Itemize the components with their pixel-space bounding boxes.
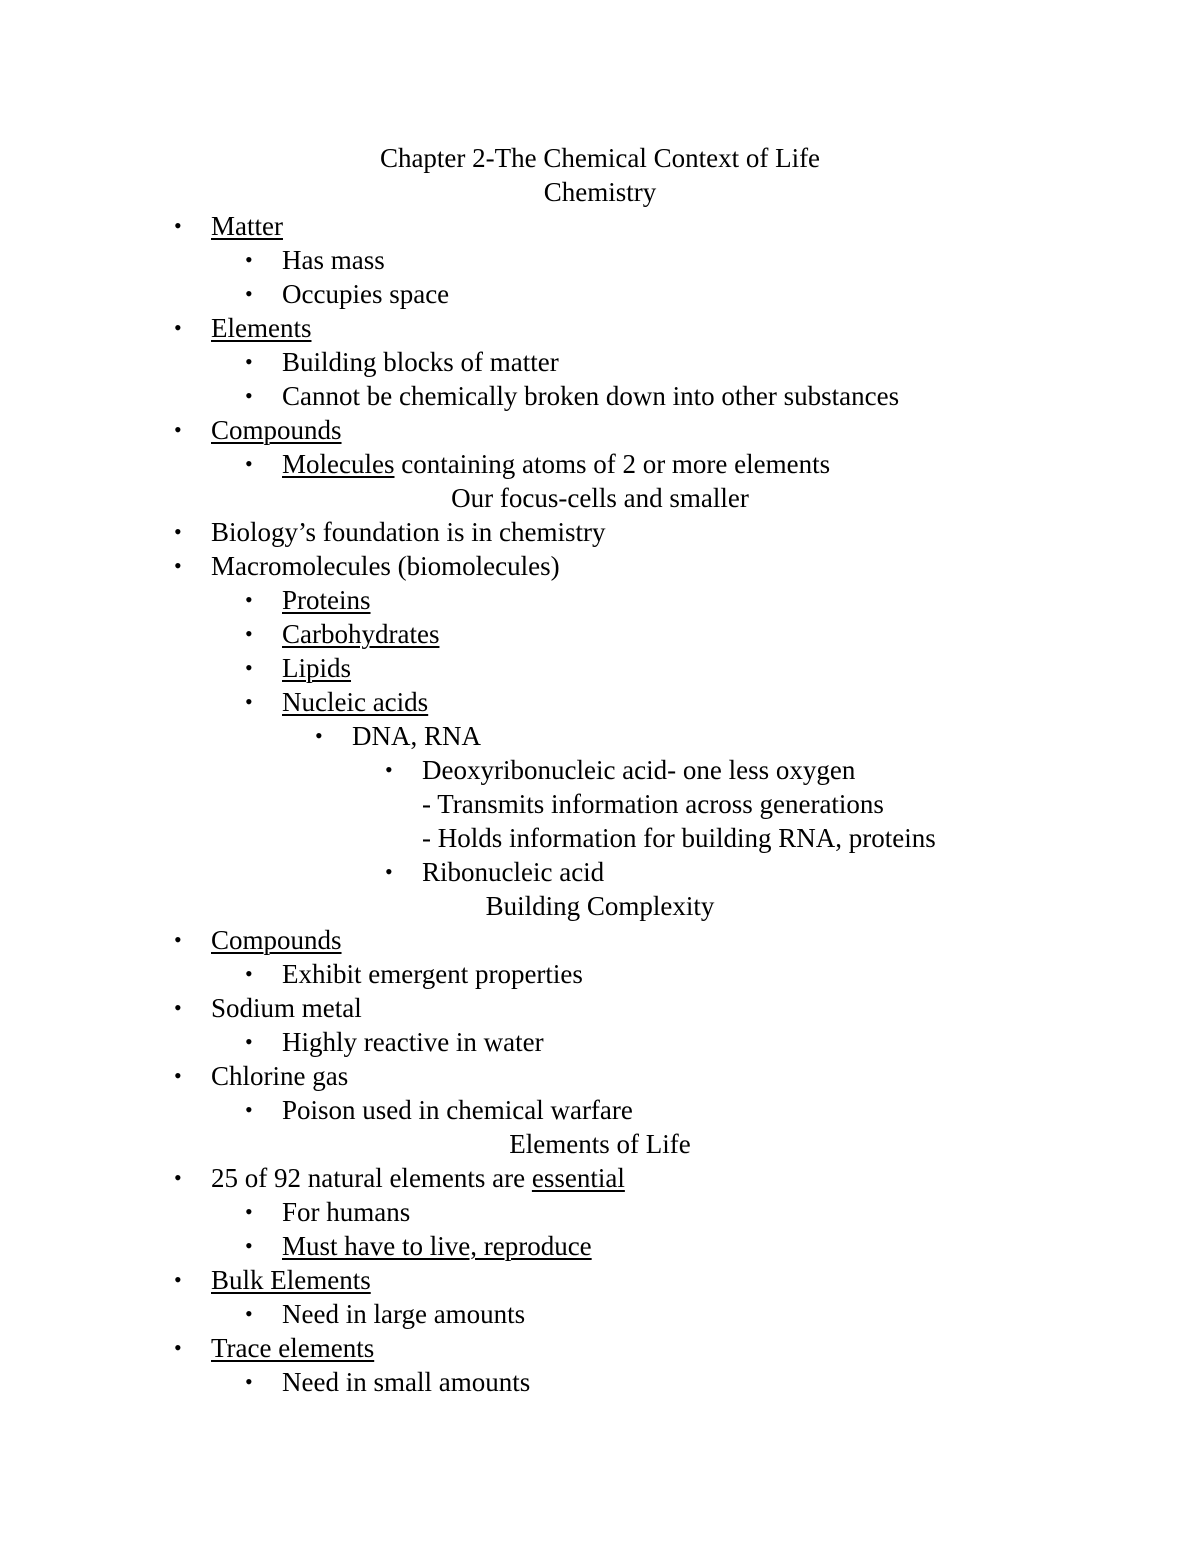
item-text: - Holds information for building RNA, proteins (422, 823, 936, 853)
bullet-icon: • (174, 995, 182, 1020)
bullet-icon: • (245, 655, 253, 680)
term-trace-elements: Trace elements (211, 1333, 375, 1363)
bullet-icon: • (174, 1165, 182, 1190)
term-compounds: Compounds (211, 415, 342, 445)
term-essential: essential (531, 1163, 625, 1193)
section-heading-focus: Our focus-cells and smaller (451, 483, 749, 513)
bullet-icon: • (245, 689, 253, 714)
section-heading-chemistry: Chemistry (543, 177, 657, 207)
bullet-icon: • (174, 213, 182, 238)
item-text: Ribonucleic acid (422, 857, 605, 887)
section-heading-complexity: Building Complexity (485, 891, 715, 921)
item-text: Macromolecules (biomolecules) (211, 551, 560, 581)
item-text: Occupies space (282, 279, 450, 309)
term-elements: Elements (211, 313, 312, 343)
list-item-bulk-elements (0, 1263, 1200, 1297)
bullet-icon: • (245, 281, 253, 306)
list-item-carbohydrates (0, 617, 1200, 651)
list-item-cannot-be-broken (0, 379, 1200, 413)
item-text: Biology’s foundation is in chemistry (211, 517, 606, 547)
item-text: Building blocks of matter (282, 347, 559, 377)
bullet-icon: • (245, 247, 253, 272)
list-item-compounds (0, 413, 1200, 447)
list-item-biology-foundation (0, 515, 1200, 549)
term-nucleic-acids: Nucleic acids (282, 687, 429, 717)
term-carbohydrates: Carbohydrates (282, 619, 440, 649)
item-text: DNA, RNA (352, 721, 482, 751)
list-item-chlorine (0, 1059, 1200, 1093)
bullet-icon: • (245, 1301, 253, 1326)
bullet-icon: • (245, 1029, 253, 1054)
list-item-building-blocks (0, 345, 1200, 379)
list-item-occupies-space (0, 277, 1200, 311)
list-item-small-amounts (0, 1365, 1200, 1399)
term-compounds: Compounds (211, 925, 342, 955)
list-item-emergent (0, 957, 1200, 991)
item-text: Poison used in chemical warfare (282, 1095, 633, 1125)
item-text: Need in large amounts (282, 1299, 526, 1329)
term-matter: Matter (211, 211, 283, 241)
list-item-deoxyribonucleic (0, 753, 1200, 787)
list-item-for-humans (0, 1195, 1200, 1229)
item-text: Sodium metal (211, 993, 362, 1023)
bullet-icon: • (174, 553, 182, 578)
bullet-icon: • (245, 621, 253, 646)
list-item-nucleic-acids (0, 685, 1200, 719)
list-item-sodium (0, 991, 1200, 1025)
list-continuation-transmits (0, 787, 1200, 821)
item-text: Cannot be chemically broken down into other substances (282, 381, 900, 411)
molecules-description: containing atoms of 2 or more elements (394, 449, 831, 479)
term-proteins: Proteins (282, 585, 371, 615)
list-continuation-holds (0, 821, 1200, 855)
list-item-natural-elements (0, 1161, 1200, 1195)
list-item-proteins (0, 583, 1200, 617)
list-item-molecules (0, 447, 1200, 481)
item-text: For humans (282, 1197, 411, 1227)
bullet-icon: • (245, 1369, 253, 1394)
item-text: Chlorine gas (211, 1061, 349, 1091)
list-item-elements (0, 311, 1200, 345)
item-text: Need in small amounts (282, 1367, 531, 1397)
bullet-icon: • (385, 757, 393, 782)
list-item-poison (0, 1093, 1200, 1127)
item-text: Highly reactive in water (282, 1027, 544, 1057)
list-item-has-mass (0, 243, 1200, 277)
bullet-icon: • (245, 383, 253, 408)
list-item-compounds-2 (0, 923, 1200, 957)
term-must-have: Must have to live, reproduce (282, 1231, 592, 1261)
bullet-icon: • (174, 1063, 182, 1088)
bullet-icon: • (245, 451, 253, 476)
item-text: Exhibit emergent properties (282, 959, 583, 989)
bullet-icon: • (174, 927, 182, 952)
bullet-icon: • (174, 417, 182, 442)
term-lipids: Lipids (282, 653, 352, 683)
bullet-icon: • (174, 1335, 182, 1360)
bullet-icon: • (245, 961, 253, 986)
item-text: Deoxyribonucleic acid- one less oxygen (422, 755, 856, 785)
bullet-icon: • (245, 1097, 253, 1122)
term-bulk-elements: Bulk Elements (211, 1265, 371, 1295)
term-molecules: Molecules (282, 449, 395, 479)
bullet-icon: • (245, 349, 253, 374)
list-item-lipids (0, 651, 1200, 685)
list-item-trace-elements (0, 1331, 1200, 1365)
item-text: - Transmits information across generations (422, 789, 884, 819)
list-item-ribonucleic (0, 855, 1200, 889)
bullet-icon: • (245, 587, 253, 612)
section-heading-elements-of-life: Elements of Life (509, 1129, 691, 1159)
bullet-icon: • (245, 1233, 253, 1258)
list-item-macromolecules (0, 549, 1200, 583)
list-item-large-amounts (0, 1297, 1200, 1331)
item-text: Has mass (282, 245, 385, 275)
item-text (211, 1161, 625, 1195)
list-item-must-have (0, 1229, 1200, 1263)
bullet-icon: • (245, 1199, 253, 1224)
bullet-icon: • (174, 1267, 182, 1292)
bullet-icon: • (174, 315, 182, 340)
natural-elements-prefix: 25 of 92 natural elements are (211, 1163, 532, 1193)
document-title: Chapter 2-The Chemical Context of Life (379, 143, 821, 173)
item-text (282, 447, 830, 481)
list-item-highly-reactive (0, 1025, 1200, 1059)
list-item-matter (0, 209, 1200, 243)
bullet-icon: • (174, 519, 182, 544)
list-item-dna-rna (0, 719, 1200, 753)
bullet-icon: • (315, 723, 323, 748)
bullet-icon: • (385, 859, 393, 884)
